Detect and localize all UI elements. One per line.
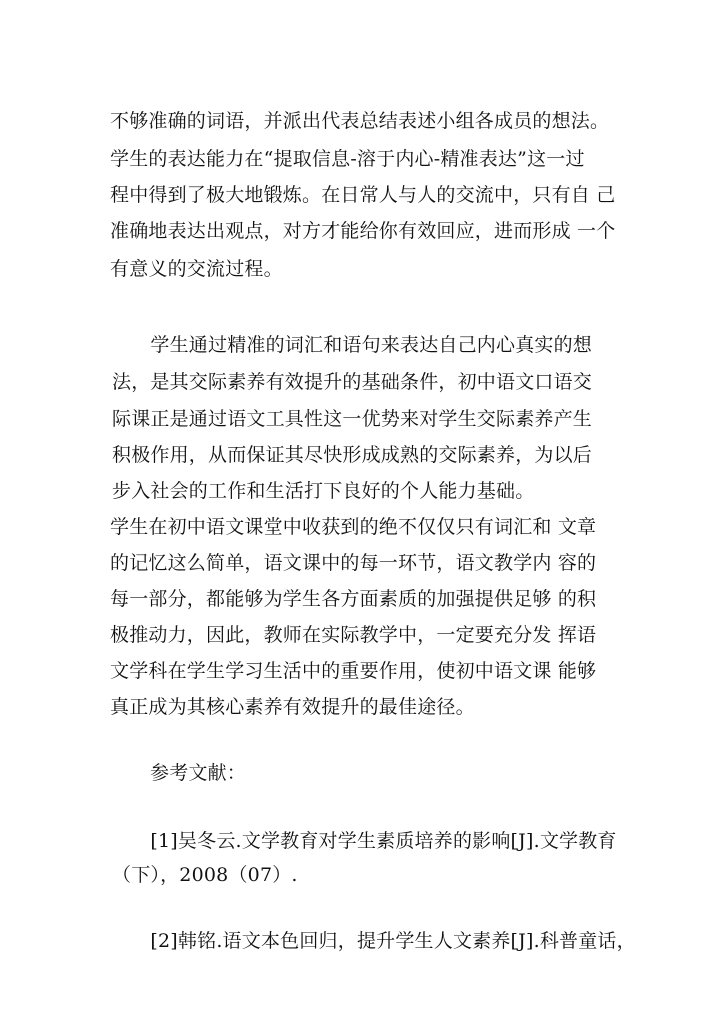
paragraph-1-line-4: 准确地表达出观点，对方才能给你有效回应，进而形成 一个 [110, 220, 616, 242]
paragraph-2-line-4: 积极作用，从而保证其尽快形成成熟的交际素养，为以后 [112, 444, 593, 466]
paragraph-3-line-4: 极推动力，因此，教师在实际教学中，一定要充分发 挥语 [110, 624, 597, 646]
paragraph-2-line-3: 际课正是通过语文工具性这一优势来对学生交际素养产生 [112, 408, 593, 430]
paragraph-3-line-5: 文学科在学生学习生活中的重要作用，使初中语文课 能够 [110, 660, 597, 682]
paragraph-3-line-3: 每一部分，都能够为学生各方面素质的加强提供足够 的积 [110, 588, 597, 610]
paragraph-1-line-1: 不够准确的词语，并派出代表总结表述小组各成员的想法。 [110, 110, 610, 132]
paragraph-2-line-2: 法，是其交际素养有效提升的基础条件，初中语文口语交 [112, 371, 593, 393]
paragraph-1-line-3: 程中得到了极大地锻炼。在日常人与人的交流中，只有自 己 [110, 184, 616, 206]
paragraph-3-line-1: 学生在初中语文课堂中收获到的绝不仅仅只有词汇和 文章 [110, 516, 597, 538]
reference-1-line-1: [1]吴冬云.文学教育对学生素质培养的影响[J].文学教育 [112, 830, 617, 852]
paragraph-2-line-1: 学生通过精准的词汇和语句来表达自己内心真实的想 [112, 334, 593, 356]
paragraph-1-line-5: 有意义的交流过程。 [110, 258, 283, 280]
paragraph-1-line-2: 学生的表达能力在“提取信息-溶于内心-精准表达”这一过 [110, 148, 585, 170]
paragraph-3-line-2: 的记忆这么简单，语文课中的每一环节，语文教学内 容的 [110, 552, 597, 574]
reference-2-line-1: [2]韩铭.语文本色回归，提升学生人文素养[J].科普童话， [112, 930, 636, 952]
paragraph-2-line-5: 步入社会的工作和生活打下良好的个人能力基础。 [112, 480, 535, 502]
references-heading: 参考文献： [150, 762, 247, 784]
paragraph-3-line-6: 真正成为其核心素养有效提升的最佳途径。 [110, 696, 475, 718]
reference-1-line-2: （下），2008（07）. [112, 864, 298, 886]
